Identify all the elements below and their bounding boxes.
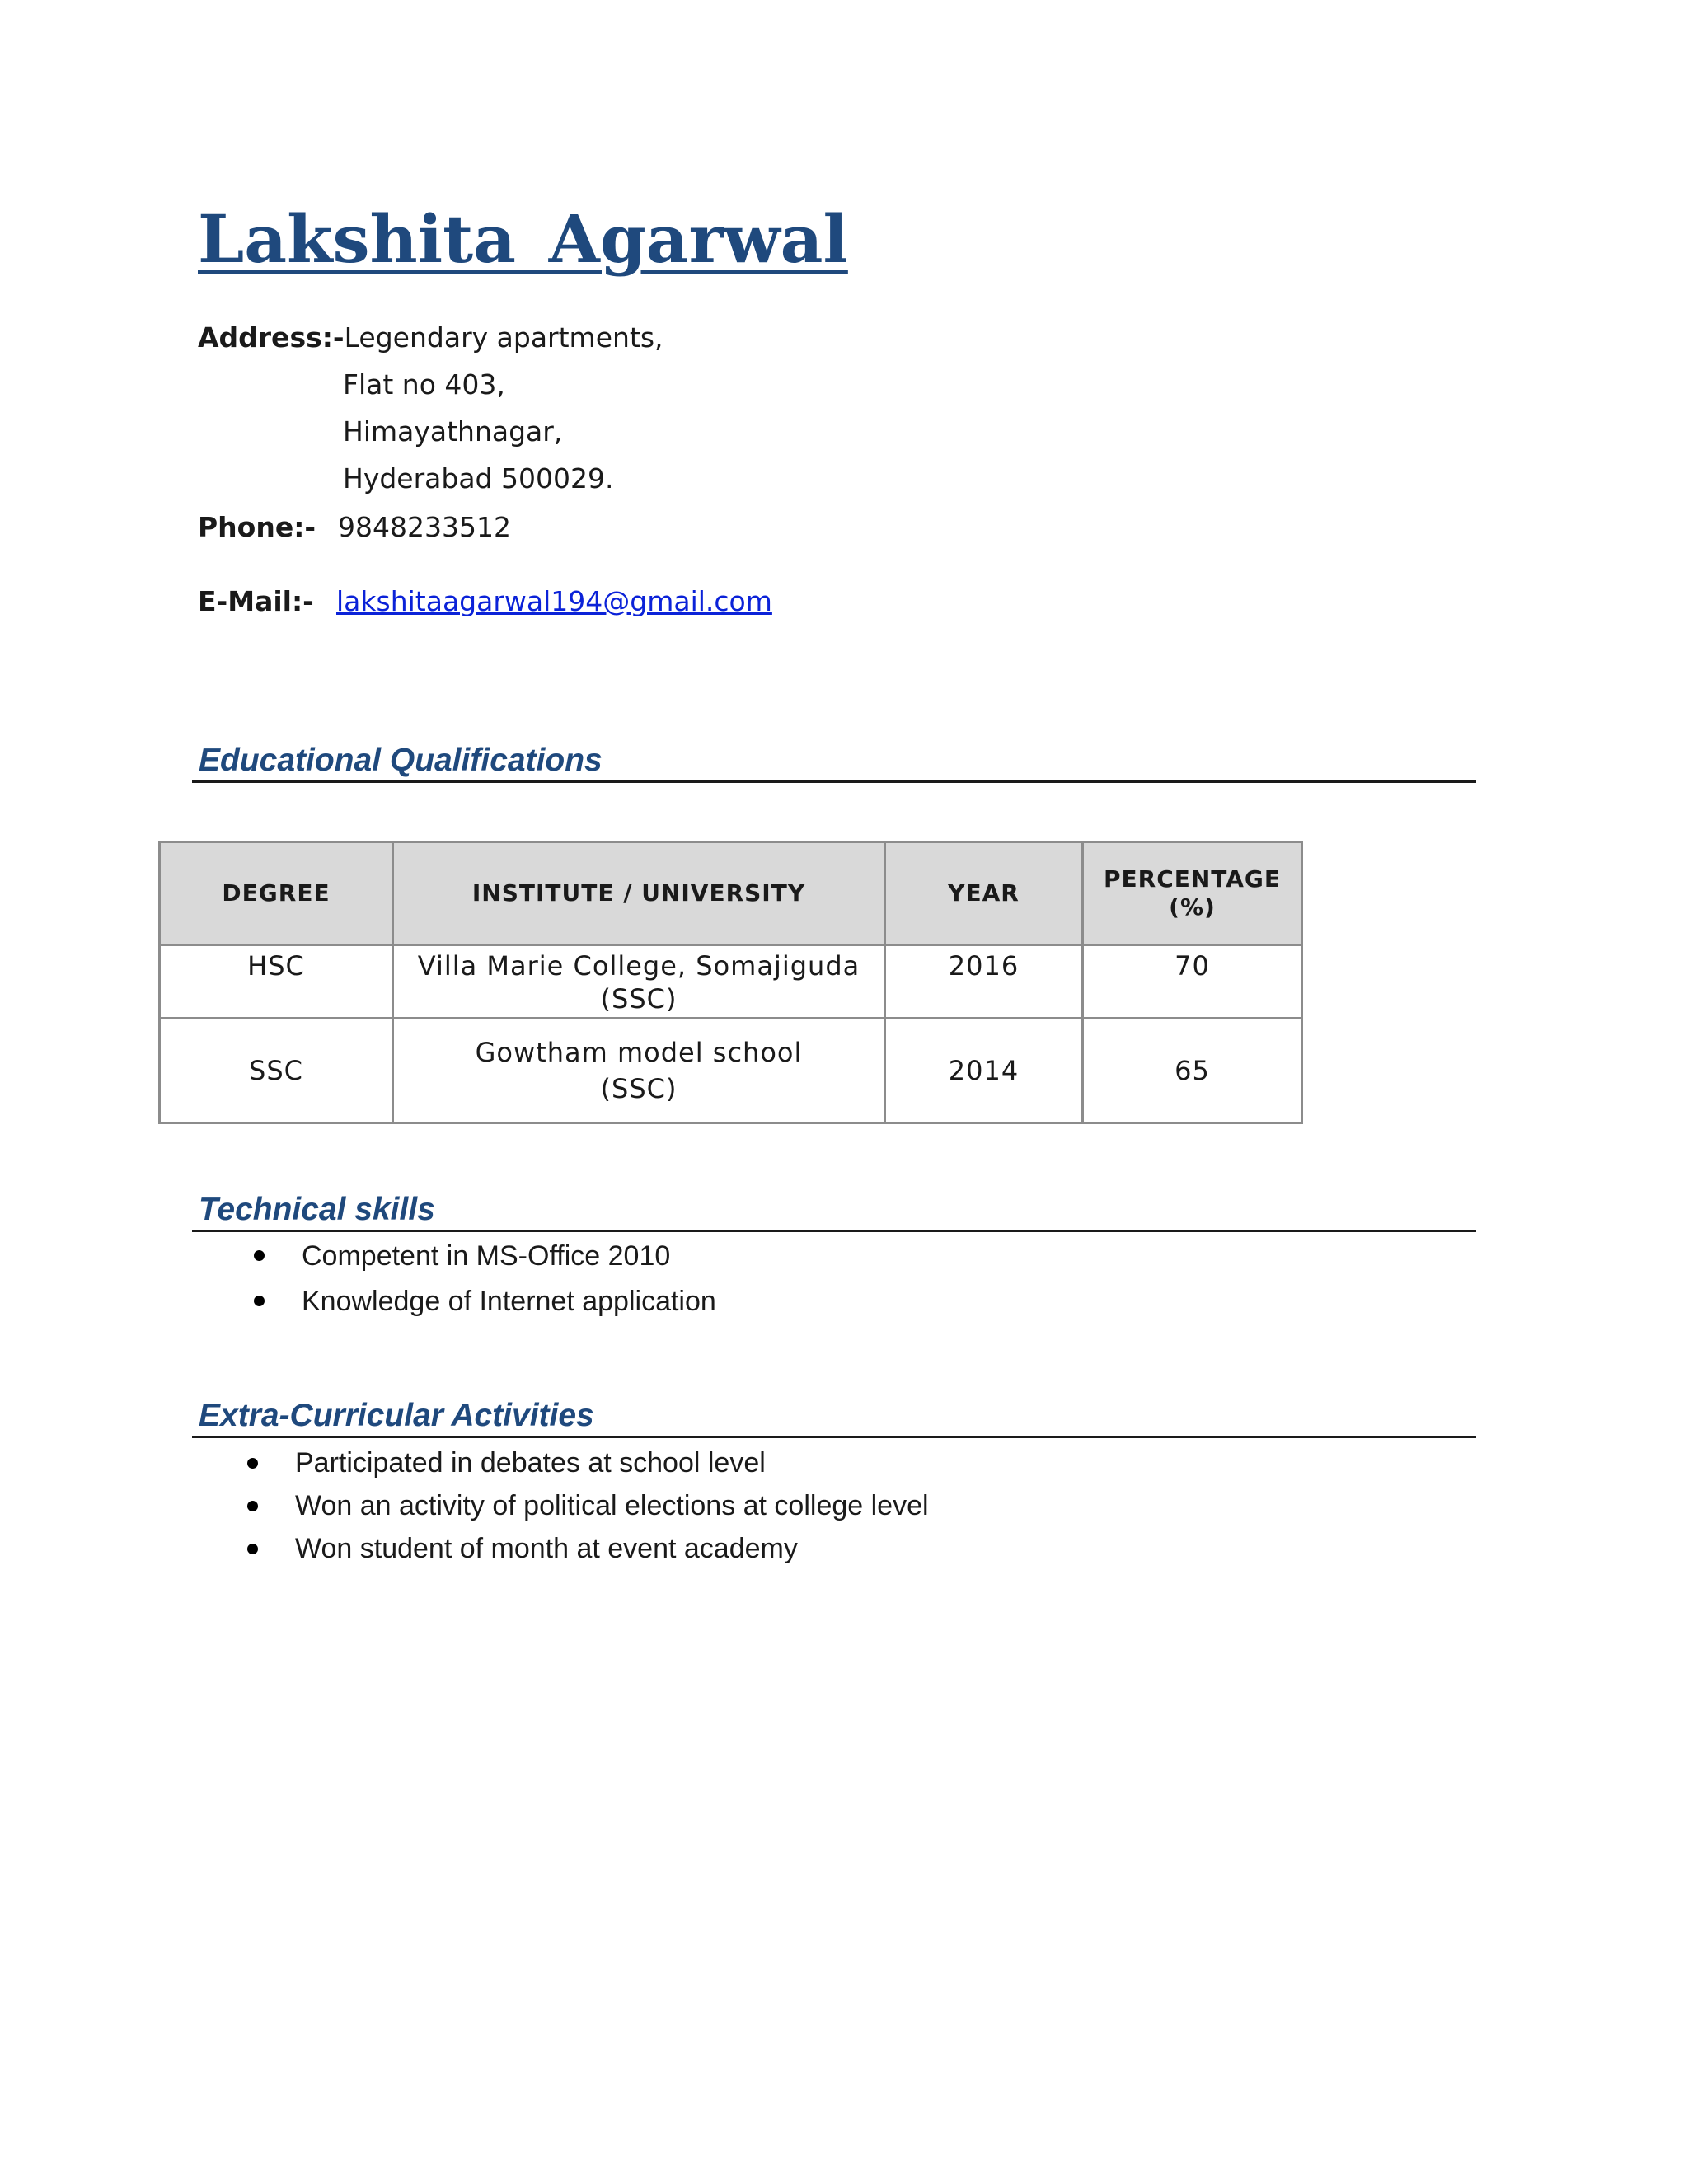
list-item [241,1527,929,1570]
email-label: E-Mail:- [198,585,314,617]
education-table [158,841,1303,1124]
skill-text: Knowledge of Internet application [302,1286,716,1317]
bullet-icon [247,1544,258,1554]
cell-percentage: 65 [1083,1019,1302,1123]
address-label: Address:- [198,321,345,354]
institute-board: (SSC) [600,983,678,1015]
bullet-icon [247,1501,258,1511]
phone-row [198,509,316,546]
cell-institute [393,945,885,1019]
technical-skills-list [247,1234,716,1324]
list-item [247,1279,716,1324]
header-percentage-unit: (%) [1169,893,1216,921]
table-row [160,945,1302,1019]
phone-label: Phone:- [198,511,316,543]
phone-number: 9848233512 [338,511,511,543]
address-line-2: Flat no 403, [343,368,505,401]
address-line-3: Himayathnagar, [343,415,563,448]
header-institute: INSTITUTE / UNIVERSITY [393,842,885,945]
cell-percentage: 70 [1083,945,1302,1019]
cell-degree: HSC [160,945,393,1019]
skill-text: Competent in MS-Office 2010 [302,1240,671,1272]
extracurricular-list [241,1441,929,1570]
extracurricular-section-heading [192,1387,1476,1438]
header-percentage [1083,842,1302,945]
table-header-row [160,842,1302,945]
bullet-icon [254,1296,265,1306]
cell-year: 2014 [885,1019,1083,1123]
activity-text: Participated in debates at school level [295,1447,766,1479]
header-year: YEAR [885,842,1083,945]
cell-degree: SSC [160,1019,393,1123]
list-item [247,1234,716,1279]
education-section-heading [192,732,1476,783]
bullet-icon [254,1250,265,1261]
cell-institute [393,1019,885,1123]
cell-year: 2016 [885,945,1083,1019]
table-row [160,1019,1302,1123]
extracurricular-heading: Extra-Curricular Activities [199,1398,594,1433]
address-row [198,320,663,356]
address-line-4: Hyderabad 500029. [343,462,614,494]
list-item [241,1484,929,1527]
technical-skills-section-heading [192,1181,1476,1232]
activity-text: Won student of month at event academy [295,1533,798,1564]
email-row [198,583,314,620]
list-item [241,1441,929,1484]
technical-skills-heading: Technical skills [199,1192,435,1227]
bullet-icon [247,1458,258,1469]
candidate-name: Lakshita Agarwal [198,200,848,278]
header-percentage-label: PERCENTAGE [1103,865,1282,893]
address-line-1: Legendary apartments, [344,321,663,354]
email-link[interactable]: lakshitaagarwal194@gmail.com [336,585,772,617]
activity-text: Won an activity of political elections at college level [295,1490,929,1521]
header-degree: DEGREE [160,842,393,945]
institute-name: Villa Marie College, Somajiguda [417,950,860,982]
education-heading: Educational Qualifications [199,743,603,778]
institute-name: Gowtham model school [475,1037,803,1068]
institute-board: (SSC) [600,1073,678,1104]
